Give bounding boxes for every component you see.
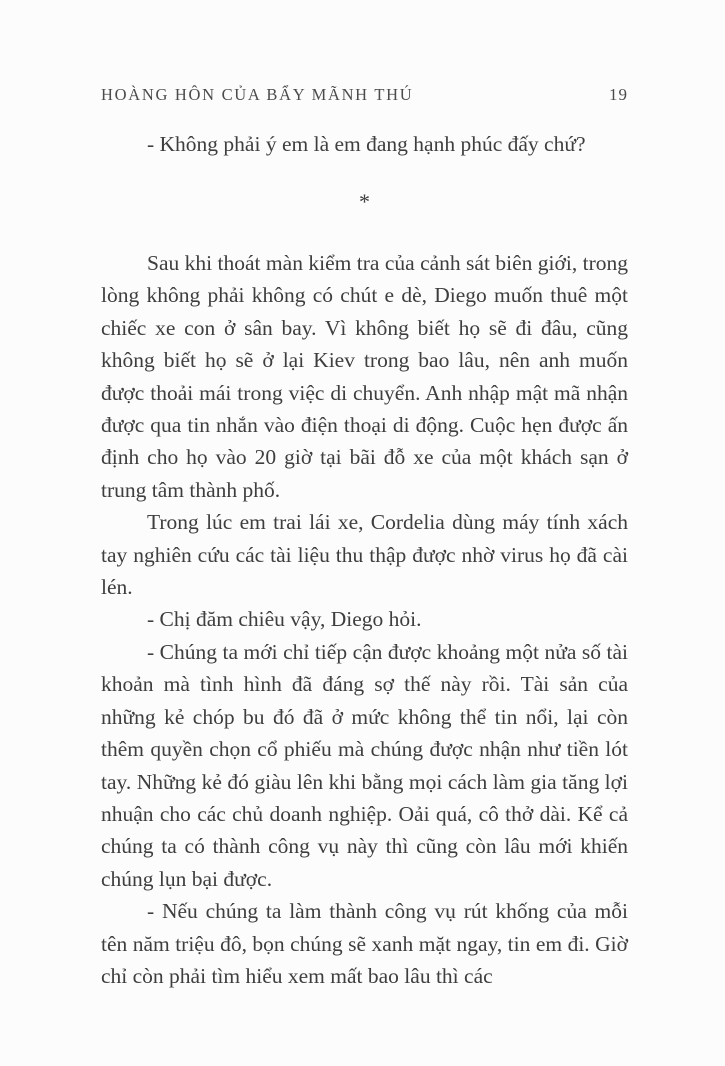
paragraph: - Chúng ta mới chỉ tiếp cận được khoảng một nửa số tài khoản mà tình hình đã đáng sợ thế này rồi. Tài sản của những kẻ chóp bu đó đã ở mức không thể tin nổi, lại còn thêm quyền chọn cổ phiếu mà chúng được nhận như tiền lót tay. Những kẻ đó giàu lên khi bằng mọi cách làm gia tăng lợi nhuận cho các chủ doanh nghiệp. Oải quá, cô thở dài. Kể cả chúng ta có thành công vụ này thì cũng còn lâu mới khiến chúng lụn bại được.	[101, 639, 628, 891]
paragraph: - Chị đăm chiêu vậy, Diego hỏi.	[147, 607, 422, 632]
dialogue-line: - Không phải ý em là em đang hạnh phúc đấy chứ?	[147, 132, 586, 156]
page-number: 19	[609, 85, 628, 104]
section-break-asterisk: *	[359, 189, 370, 214]
body-text	[101, 247, 628, 992]
running-header	[101, 85, 628, 105]
paragraph: Sau khi thoát màn kiểm tra của cảnh sát biên giới, trong lòng không phải không có chút e dè, Diego muốn thuê một chiếc xe con ở sân bay. Vì không biết họ sẽ đi đâu, cũng không biết họ sẽ ở lại Kiev trong bao lâu, nên anh muốn được thoải mái trong việc di chuyển. Anh nhập mật mã nhận được qua tin nhắn vào điện thoại di động. Cuộc hẹn được ấn định cho họ vào 20 giờ tại bãi đỗ xe của một khách sạn ở trung tâm thành phố.	[101, 251, 628, 502]
paragraph: - Nếu chúng ta làm thành công vụ rút khống của mỗi tên năm triệu đô, bọn chúng sẽ xanh mặt ngay, tin em đi. Giờ chỉ còn phải tìm hiểu xem mất bao lâu thì các	[101, 899, 628, 988]
running-title: HOÀNG HÔN CỦA BẨY MÃNH THÚ	[101, 85, 414, 104]
paragraph: Trong lúc em trai lái xe, Cordelia dùng máy tính xách tay nghiên cứu các tài liệu thu thập được nhờ virus họ đã cài lén.	[101, 510, 628, 600]
